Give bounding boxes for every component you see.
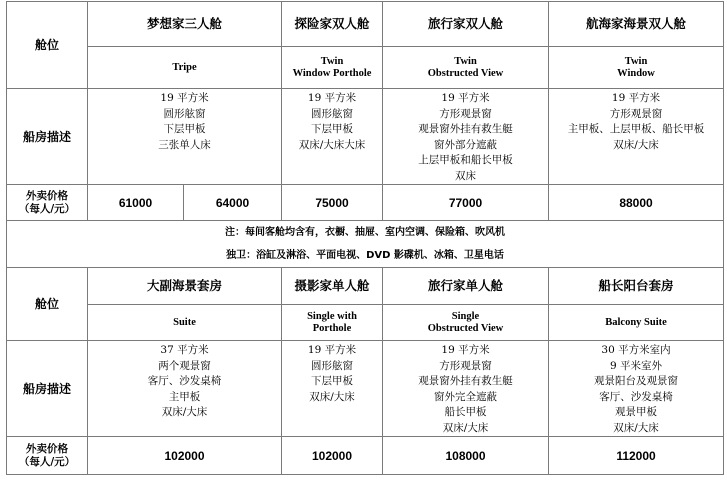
cabin-name: 梦想家三人舱: [88, 2, 282, 47]
cabin-description: 19 平方米 圆形舷窗 下层甲板 三张单人床: [88, 89, 282, 185]
cabin-description: 19 平方米 圆形舷窗 下层甲板 双床/大床大床: [282, 89, 383, 185]
cabin-label: 舱位: [7, 268, 88, 341]
cabin-description: 19 平方米 方形观景窗 主甲板、上层甲板、船长甲板 双床/大床: [549, 89, 724, 185]
price-value: 102000: [88, 437, 282, 475]
price-value: 88000: [549, 185, 724, 221]
price-value: 102000: [282, 437, 383, 475]
cabin-english-name: Single Obstructed View: [383, 305, 549, 341]
description-label: 船房描述: [7, 89, 88, 185]
price-value: 64000: [184, 185, 282, 221]
cabin-name: 航海家海景双人舱: [549, 2, 724, 47]
price-label: 外卖价格 （每人/元）: [7, 185, 88, 221]
cabin-english-name: Suite: [88, 305, 282, 341]
cabin-description: 30 平方米室内 9 平米室外 观景阳台及观景窗 客厅、沙发桌椅 观景甲板 双床/大床: [549, 341, 724, 437]
cabin-name: 旅行家单人舱: [383, 268, 549, 305]
cabin-name: 探险家双人舱: [282, 2, 383, 47]
note-line: 独卫：浴缸及淋浴、平面电视、DVD 影碟机、冰箱、卫星电话: [226, 250, 504, 261]
cabin-description: 19 平方米 圆形舷窗 下层甲板 双床/大床: [282, 341, 383, 437]
cabin-price-table: [6, 1, 724, 475]
price-value: 108000: [383, 437, 549, 475]
price-value: 61000: [88, 185, 184, 221]
cabin-english-name: Tripe: [88, 47, 282, 89]
cabin-name: 摄影家单人舱: [282, 268, 383, 305]
cabin-name: 船长阳台套房: [549, 268, 724, 305]
cabin-english-name: Twin Obstructed View: [383, 47, 549, 89]
price-value: 75000: [282, 185, 383, 221]
cabin-description: 19 平方米 方形观景窗 观景窗外挂有救生艇 窗外部分遮蔽 上层甲板和船长甲板 双床: [383, 89, 549, 185]
cabin-english-name: Twin Window: [549, 47, 724, 89]
cabin-english-name: Single with Porthole: [282, 305, 383, 341]
cabin-label: 舱位: [7, 2, 88, 89]
cabin-english-name: Twin Window Porthole: [282, 47, 383, 89]
cabin-description: 37 平方米 两个观景窗 客厅、沙发桌椅 主甲板 双床/大床: [88, 341, 282, 437]
cabin-name: 大副海景套房: [88, 268, 282, 305]
note-line: 注：每间客舱均含有，衣橱、抽屉、室内空调、保险箱、吹风机: [225, 227, 505, 238]
price-value: 112000: [549, 437, 724, 475]
cabin-description: 19 平方米 方形观景窗 观景窗外挂有救生艇 窗外完全遮蔽 船长甲板 双床/大床: [383, 341, 549, 437]
cabin-name: 旅行家双人舱: [383, 2, 549, 47]
price-label: 外卖价格 （每人/元）: [7, 437, 88, 475]
amenities-note: [7, 221, 724, 268]
description-label: 船房描述: [7, 341, 88, 437]
cabin-english-name: Balcony Suite: [549, 305, 724, 341]
price-value: 77000: [383, 185, 549, 221]
